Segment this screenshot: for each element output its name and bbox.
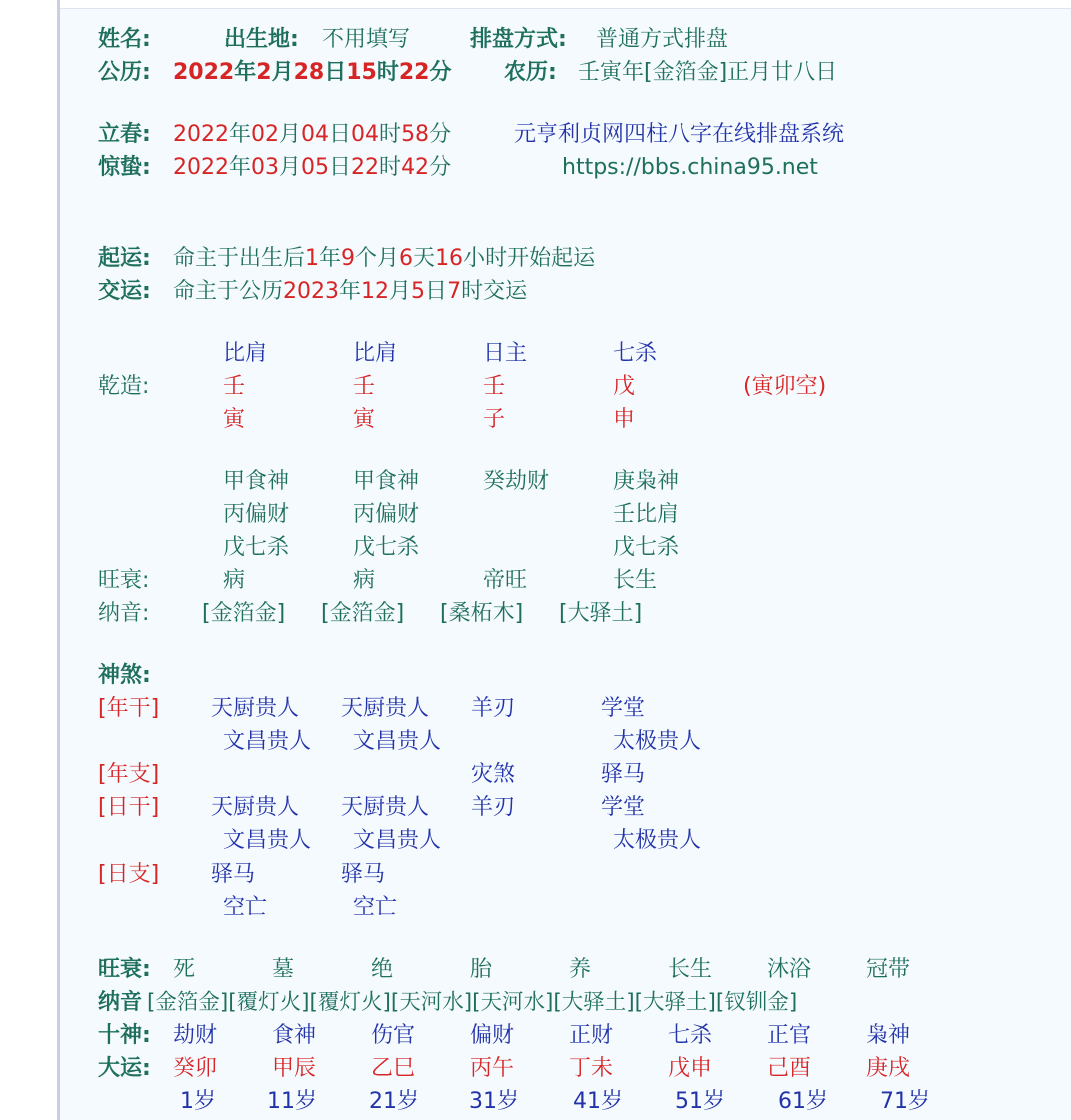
pillar-shishen: 比肩: [223, 341, 268, 366]
method-label: 排盘方式:: [470, 27, 567, 52]
lunar-value: 壬寅年[金箔金]正月廿八日: [578, 60, 838, 85]
dayun-wangshuai: 墓: [272, 957, 295, 982]
method-value: 普通方式排盘: [596, 27, 729, 52]
lunar-label: 农历:: [504, 60, 557, 85]
dayun-shishen: 伤官: [371, 1023, 416, 1048]
shensha-item: 驿马: [211, 862, 256, 887]
paipan-panel: [60, 8, 1071, 1120]
pillar-wangshuai: 帝旺: [483, 568, 528, 593]
hidden-stem: 戊七杀: [613, 535, 680, 560]
pillar-nayin: [大驿土]: [559, 601, 643, 626]
dayun-age: 51岁: [675, 1089, 725, 1114]
dayun-wangshuai-label: 旺衰:: [98, 957, 151, 982]
name-label: 姓名:: [98, 27, 151, 52]
shensha-item: 天厨贵人: [211, 795, 300, 820]
dayun-shishen: 正官: [767, 1023, 812, 1048]
dayun-pillar: 乙巳: [371, 1056, 416, 1081]
dayun-age: 1岁: [180, 1089, 216, 1114]
dayun-nayin-label: 纳音: [98, 990, 143, 1015]
dayun-pillar: 己酉: [767, 1056, 812, 1081]
pillar-shishen: 七杀: [613, 341, 658, 366]
pillar-shishen: 日主: [483, 341, 528, 366]
dayun-shishen: 七杀: [668, 1023, 713, 1048]
wangshuai-label: 旺衰:: [98, 568, 150, 593]
dayun-wangshuai: 死: [173, 957, 196, 982]
jiaoyun-value: 命主于公历2023年12月5日7时交运: [173, 279, 528, 304]
lichun-value: 2022年02月04日04时58分: [173, 122, 452, 147]
birthplace-label: 出生地:: [224, 27, 299, 52]
dayun-wangshuai: 长生: [668, 957, 713, 982]
dayun-age: 31岁: [469, 1089, 519, 1114]
hidden-stem: 丙偏财: [353, 502, 420, 527]
dayun-wangshuai: 沐浴: [767, 957, 812, 982]
dayun-shishen: 偏财: [470, 1023, 515, 1048]
shensha-item: 天厨贵人: [211, 696, 300, 721]
hidden-stem: 戊七杀: [223, 535, 290, 560]
shensha-item: 灾煞: [471, 762, 516, 787]
pillar-wangshuai: 病: [223, 568, 246, 593]
dayun-wangshuai: 养: [569, 957, 592, 982]
shensha-row-label: [年支]: [98, 762, 160, 787]
pillar-nayin: [金箔金]: [321, 601, 405, 626]
jingzhe-label: 惊蛰:: [98, 155, 151, 180]
qianzao-label: 乾造:: [98, 374, 150, 399]
shensha-row-label: [日干]: [98, 795, 160, 820]
pillar-branch: 子: [483, 407, 506, 432]
shensha-item: 文昌贵人: [353, 828, 442, 853]
pillar-shishen: 比肩: [353, 341, 398, 366]
dayun-pillar: 癸卯: [173, 1056, 218, 1081]
pillar-nayin: [桑柘木]: [440, 601, 524, 626]
hidden-stem: 甲食神: [223, 469, 290, 494]
shensha-item: 学堂: [601, 795, 646, 820]
shensha-item: 文昌贵人: [223, 729, 312, 754]
dayun-shishen: 正财: [569, 1023, 614, 1048]
pillar-stem: 壬: [353, 374, 376, 399]
solar-label: 公历:: [98, 60, 151, 85]
pillar-branch: 申: [613, 407, 636, 432]
shensha-item: 天厨贵人: [341, 795, 430, 820]
hidden-stem: 戊七杀: [353, 535, 420, 560]
birthplace-value: 不用填写: [322, 27, 411, 52]
pillar-branch: 寅: [223, 407, 246, 432]
hidden-stem: 甲食神: [353, 469, 420, 494]
hidden-stem: 丙偏财: [223, 502, 290, 527]
dayun-pillar: 丙午: [470, 1056, 515, 1081]
solar-value: 2022年2月28日15时22分: [173, 60, 452, 85]
void-branches: (寅卯空): [743, 374, 827, 399]
shensha-item: 学堂: [601, 696, 646, 721]
jiaoyun-label: 交运:: [98, 279, 151, 304]
shensha-row-label: [日支]: [98, 862, 160, 887]
dayun-shishen: 食神: [272, 1023, 317, 1048]
dayun-pillar: 甲辰: [272, 1056, 317, 1081]
shensha-item: 文昌贵人: [223, 828, 312, 853]
shensha-item: 太极贵人: [613, 828, 702, 853]
shensha-item: 驿马: [601, 762, 646, 787]
dayun-age: 61岁: [778, 1089, 828, 1114]
pillar-stem: 壬: [223, 374, 246, 399]
dayun-shishen-label: 十神:: [98, 1023, 151, 1048]
pillar-wangshuai: 长生: [613, 568, 658, 593]
dayun-label: 大运:: [98, 1056, 151, 1081]
dayun-age: 41岁: [573, 1089, 623, 1114]
hidden-stem: 癸劫财: [483, 469, 550, 494]
dayun-age: 21岁: [369, 1089, 419, 1114]
site-url[interactable]: https://bbs.china95.net: [562, 155, 818, 180]
hidden-stem: 庚枭神: [613, 469, 680, 494]
shensha-item: 文昌贵人: [353, 729, 442, 754]
shensha-item: 太极贵人: [613, 729, 702, 754]
shensha-item: 羊刃: [471, 696, 516, 721]
dayun-shishen: 劫财: [173, 1023, 218, 1048]
pillar-stem: 壬: [483, 374, 506, 399]
jingzhe-value: 2022年03月05日22时42分: [173, 155, 452, 180]
hidden-stem: 壬比肩: [613, 502, 680, 527]
dayun-age: 71岁: [880, 1089, 930, 1114]
dayun-wangshuai: 冠带: [866, 957, 911, 982]
shensha-item: 天厨贵人: [341, 696, 430, 721]
pillar-nayin: [金箔金]: [202, 601, 286, 626]
dayun-pillar: 庚戌: [866, 1056, 911, 1081]
lichun-label: 立春:: [98, 122, 151, 147]
shensha-item: 驿马: [341, 862, 386, 887]
dayun-nayin: [金箔金][覆灯火][覆灯火][天河水][天河水][大驿土][大驿土][钗钏金]: [147, 990, 798, 1015]
dayun-pillar: 丁未: [569, 1056, 614, 1081]
nayin-label: 纳音:: [98, 601, 150, 626]
pillar-wangshuai: 病: [353, 568, 376, 593]
shensha-row-label: [年干]: [98, 696, 160, 721]
dayun-wangshuai: 胎: [470, 957, 493, 982]
qiyun-label: 起运:: [98, 246, 151, 271]
pillar-stem: 戊: [613, 374, 636, 399]
shensha-item: 空亡: [223, 895, 268, 920]
qiyun-value: 命主于出生后1年9个月6天16小时开始起运: [173, 246, 596, 271]
dayun-wangshuai: 绝: [371, 957, 394, 982]
dayun-pillar: 戊申: [668, 1056, 713, 1081]
shensha-item: 羊刃: [471, 795, 516, 820]
dayun-age: 11岁: [267, 1089, 317, 1114]
dayun-shishen: 枭神: [866, 1023, 911, 1048]
site-name: 元亨利贞网四柱八字在线排盘系统: [514, 122, 845, 147]
shensha-item: 空亡: [353, 895, 398, 920]
pillar-branch: 寅: [353, 407, 376, 432]
shensha-title: 神煞:: [98, 663, 151, 688]
